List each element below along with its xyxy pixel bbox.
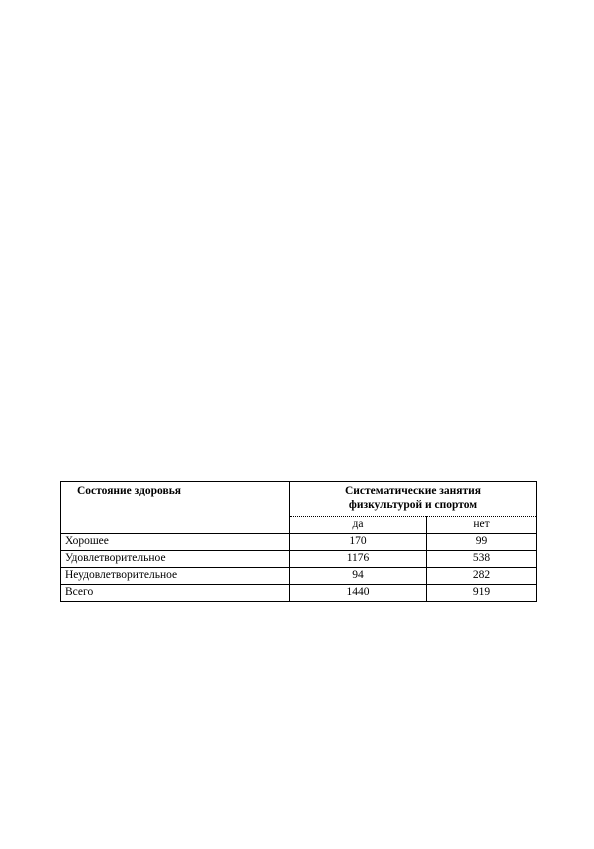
header-sport-group-line2: физкультурой и спортом	[348, 499, 478, 511]
table-row	[61, 551, 537, 568]
table-row	[61, 534, 537, 551]
header-sport-group	[290, 482, 537, 517]
header-no: нет	[427, 517, 537, 534]
row-label: Неудовлетворительное	[61, 568, 290, 585]
row-yes-value: 94	[290, 568, 427, 585]
row-no-value: 282	[427, 568, 537, 585]
table-row	[61, 568, 537, 585]
header-sport-group-line1: Систематические занятия	[344, 485, 482, 497]
row-no-value: 919	[427, 585, 537, 602]
row-yes-value: 1176	[290, 551, 427, 568]
row-yes-value: 1440	[290, 585, 427, 602]
table-header-row	[61, 482, 537, 517]
row-no-value: 538	[427, 551, 537, 568]
header-health-status: Состояние здоровья	[61, 482, 290, 534]
row-label: Всего	[61, 585, 290, 602]
row-label: Хорошее	[61, 534, 290, 551]
table-row-total	[61, 585, 537, 602]
row-yes-value: 170	[290, 534, 427, 551]
header-yes: да	[290, 517, 427, 534]
row-no-value: 99	[427, 534, 537, 551]
row-label: Удовлетворительное	[61, 551, 290, 568]
health-sport-table	[60, 481, 537, 602]
